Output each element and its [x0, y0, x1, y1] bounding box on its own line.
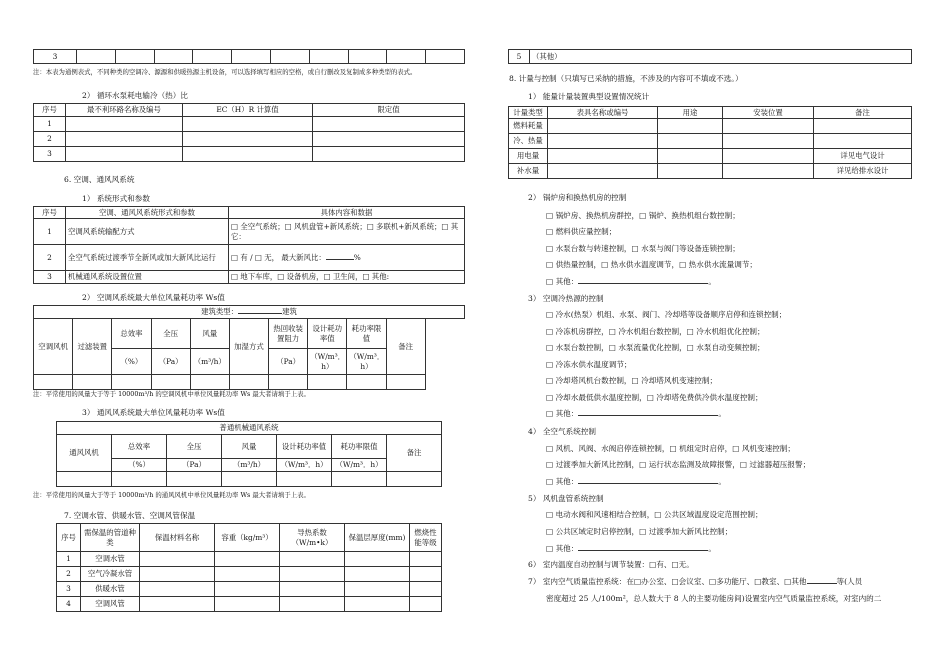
- column-header: 容重（kg/m³）: [215, 524, 280, 552]
- column-header: 全压: [151, 319, 190, 349]
- column-header: 耗功率限值: [332, 435, 387, 459]
- heat-source-table-tail-right: [508, 49, 912, 64]
- option-line[interactable]: □ 燃料供应量控制；: [546, 227, 617, 236]
- option-line[interactable]: □ 公共区域定时启停控制，□ 过渡季加大新风比控制；: [546, 527, 733, 536]
- row-number: 1: [34, 117, 66, 132]
- table-cell: 全空气系统过渡季节全新风或加大新风比运行: [66, 245, 229, 271]
- option-line-other[interactable]: □ 其他： 。: [546, 277, 716, 286]
- table-cell: （其他）: [530, 50, 912, 64]
- unit-label: （m³/h）: [222, 459, 277, 472]
- column-header: EC（H）R 计算值: [183, 104, 313, 117]
- row-number: 2: [34, 245, 66, 271]
- meter-note: [814, 119, 912, 134]
- section-heading: 6. 空调、通风风系统: [64, 175, 135, 184]
- column-header: 保温层厚度(mm): [345, 524, 410, 552]
- paragraph-line: 密度超过 25 人/100m²，总人数大于 8 人的主要功能房间)设置室内空气质量监控系统，对室内的二: [546, 594, 882, 603]
- table-cell: □ 全空气系统；□ 风机盘管+新风系统；□ 多联机+新风系统；□ 其它：: [229, 219, 465, 245]
- column-header: 用途: [658, 107, 723, 119]
- column-header: 最不利环路名称及编号: [66, 104, 183, 117]
- vent-fan-power-table: [56, 421, 442, 487]
- table-cell: 空气冷凝水管: [81, 567, 140, 582]
- row-number: 3: [34, 147, 66, 162]
- row-number: 1: [57, 552, 81, 567]
- section-heading: 8. 计量与控制（只填写已采纳的措施，不涉及的内容可不填或不选。）: [509, 74, 743, 83]
- air-system-table: [33, 206, 465, 284]
- heat-source-table-tail: [33, 49, 465, 64]
- column-header: 总效率: [112, 319, 151, 349]
- table-cell: 机械通风系统设置位置: [66, 271, 229, 284]
- table-note: 注：本表为通例表式，不同种类的空调冷、源源和供暖热源主机设备，可以选择填写相应的空格，或自行删改及复制成多种类型的表式。: [33, 68, 417, 76]
- subsection-heading: 7） 室内空气质量监控系统：在□办公室、□会议室、□多功能厅、□教室、□其他 等(人员: [528, 577, 863, 586]
- column-header: 热回收装置阻力: [269, 319, 308, 349]
- column-header: 燃烧性能等级: [410, 524, 442, 552]
- option-line[interactable]: □ 冷水(热泵）机组、水泵、阀门、冷却塔等设备顺序启停和连锁控制；: [546, 310, 787, 319]
- column-header: 备注: [814, 107, 912, 119]
- option-line[interactable]: □ 电动水阀和风速相结合控制，□ 公共区域温度设定范围控制；: [546, 510, 763, 519]
- column-header: 保温材料名称: [140, 524, 215, 552]
- subsection-heading: 3） 通风风系统最大单位风量耗功率 Ws值: [82, 408, 225, 417]
- column-header: 空调风机: [34, 319, 73, 375]
- subsection-heading: 2） 锅炉房和换热机房的控制: [528, 193, 627, 202]
- unit-label: （W/m³．h）: [347, 349, 386, 375]
- column-header: 序号: [57, 524, 81, 552]
- row-number: 2: [57, 567, 81, 582]
- option-line[interactable]: □ 供热量控制，□ 热水供水温度调节，□ 热水供水流量调节；: [546, 260, 758, 269]
- column-header: 备注: [386, 319, 425, 375]
- column-header: 限定值: [313, 104, 465, 117]
- column-header: 计量类型: [509, 107, 548, 119]
- building-type-cell: 建筑类型： 建筑: [34, 306, 465, 319]
- option-line[interactable]: □ 冷却水最低供水温度控制，□ 冷却塔免费供冷供水温度控制；: [546, 393, 763, 402]
- table-cell: 空调风系统输配方式: [66, 219, 229, 245]
- unit-label: （Pa）: [269, 349, 308, 375]
- column-header: 安装位置: [723, 107, 814, 119]
- column-header: 过滤装置: [73, 319, 112, 375]
- table-cell: □ 有 / □ 无， 最大新风比： %: [229, 245, 465, 271]
- subsection-heading: 1） 系统形式和参数: [82, 194, 150, 203]
- table-cell: 空调风管: [81, 597, 140, 612]
- row-number: 2: [34, 132, 66, 147]
- column-header: 设计耗功率值: [277, 435, 332, 459]
- column-header: 备注: [387, 435, 442, 472]
- subsection-heading: 1） 能量计量装置典型设置情况统计: [528, 92, 650, 101]
- subsection-heading: 6） 室内温度自动控制与调节装置：□有、□无。: [528, 560, 694, 569]
- option-line-other[interactable]: □ 其他： 。: [546, 477, 726, 486]
- unit-label: （W/m³．h）: [308, 349, 347, 375]
- unit-label: （Pa）: [151, 349, 190, 375]
- table-cell: 空调水管: [81, 552, 140, 567]
- option-line[interactable]: □ 过渡季加大新风比控制，□ 运行状态监测及故障报警，□ 过滤器超压报警；: [546, 460, 811, 469]
- column-header: 空调、通风风系统形式和参数: [66, 207, 229, 219]
- subsection-heading: 5） 风机盘管系统控制: [528, 494, 604, 503]
- row-number: 3: [34, 271, 66, 284]
- section-heading: 7. 空调水管、供暖水管、空调风管保温: [64, 511, 196, 520]
- unit-label: （m³/h）: [190, 349, 229, 375]
- meter-type: 用电量: [509, 149, 548, 164]
- column-header: 风量: [222, 435, 277, 459]
- option-line[interactable]: □ 风机、风阀、水阀启停连锁控制，□ 机组定时启停，□ 风机变速控制；: [546, 444, 795, 453]
- table-title: 普通机械通风系统: [57, 422, 442, 435]
- column-header: 风量: [190, 319, 229, 349]
- table-note: 注：平常使用的风量大于等于 10000m³/h 的通风风机中单位风量耗功率 Ws 最大者请填于上表。: [33, 491, 310, 499]
- column-header: 总效率: [112, 435, 167, 459]
- meter-note: 详见电气设计: [814, 149, 912, 164]
- option-line[interactable]: □ 冷却塔风机台数控制，□ 冷却塔风机变速控制；: [546, 376, 718, 385]
- unit-label: （%）: [112, 349, 151, 375]
- column-header: 导热系数（W/m•k）: [280, 524, 345, 552]
- row-number: 5: [509, 50, 530, 64]
- column-header: 具体内容和数据: [229, 207, 465, 219]
- column-header: 耗功率限值: [347, 319, 386, 349]
- option-line-other[interactable]: □ 其他： 。: [546, 544, 716, 553]
- column-header: 全压: [167, 435, 222, 459]
- pump-ratio-table: [33, 103, 465, 162]
- meter-type: 补水量: [509, 164, 548, 179]
- subsection-heading: 2） 空调风系统最大单位风量耗功率 Ws值: [82, 293, 225, 302]
- option-line[interactable]: □ 冷冻水供水温度调节；: [546, 360, 632, 369]
- column-header: 序号: [34, 207, 66, 219]
- column-header: 通风风机: [57, 435, 112, 472]
- option-line[interactable]: □ 水泵台数控制，□ 水泵流量优化控制，□ 水泵自动变频控制；: [546, 343, 765, 352]
- table-cell: □ 地下车库，□ 设备机房，□ 卫生间，□ 其他:: [229, 271, 465, 284]
- meter-type: 冷、热量: [509, 134, 548, 149]
- column-header: 表具名称或编号: [548, 107, 658, 119]
- meter-note: 详见给排水设计: [814, 164, 912, 179]
- row-number: 3: [34, 50, 77, 64]
- column-header: 序号: [34, 104, 66, 117]
- subsection-heading: 4） 全空气系统控制: [528, 427, 596, 436]
- unit-label: （Pa）: [167, 459, 222, 472]
- table-cell: 供暖水管: [81, 582, 140, 597]
- unit-label: （W/m³．h）: [277, 459, 332, 472]
- ac-fan-power-table: [33, 305, 465, 390]
- column-header: 设计耗功率值: [308, 319, 347, 349]
- subsection-heading: 3） 空调冷热源的控制: [528, 294, 604, 303]
- unit-label: （%）: [112, 459, 167, 472]
- row-number: 4: [57, 597, 81, 612]
- row-number: 1: [34, 219, 66, 245]
- table-note: 注：平常使用的风量大于等于 10000m³/h 的空调风机中单位风量耗功率 Ws 最大者请填于上表。: [33, 390, 310, 398]
- option-line[interactable]: □ 锅炉房、换热机房群控，□ 锅炉、换热机组台数控制；: [546, 211, 740, 220]
- section-heading: 2） 循环水泵耗电输冷（热）比: [82, 91, 188, 100]
- meter-note: [814, 134, 912, 149]
- option-line[interactable]: □ 水泵台数与转速控制，□ 水泵与阀门等设备连锁控制；: [546, 244, 740, 253]
- option-line-other[interactable]: □ 其他： 。: [546, 409, 726, 418]
- row-number: 3: [57, 582, 81, 597]
- meter-table: [508, 106, 912, 179]
- insulation-table: [56, 523, 442, 612]
- column-header: 加湿方式: [229, 319, 268, 375]
- unit-label: （W/m³．h）: [332, 459, 387, 472]
- column-header: 需保温的管道种类: [81, 524, 140, 552]
- meter-type: 燃料耗量: [509, 119, 548, 134]
- option-line[interactable]: □ 冷冻机房群控，□ 冷水机组台数控制，□ 冷水机组优化控制；: [546, 327, 765, 336]
